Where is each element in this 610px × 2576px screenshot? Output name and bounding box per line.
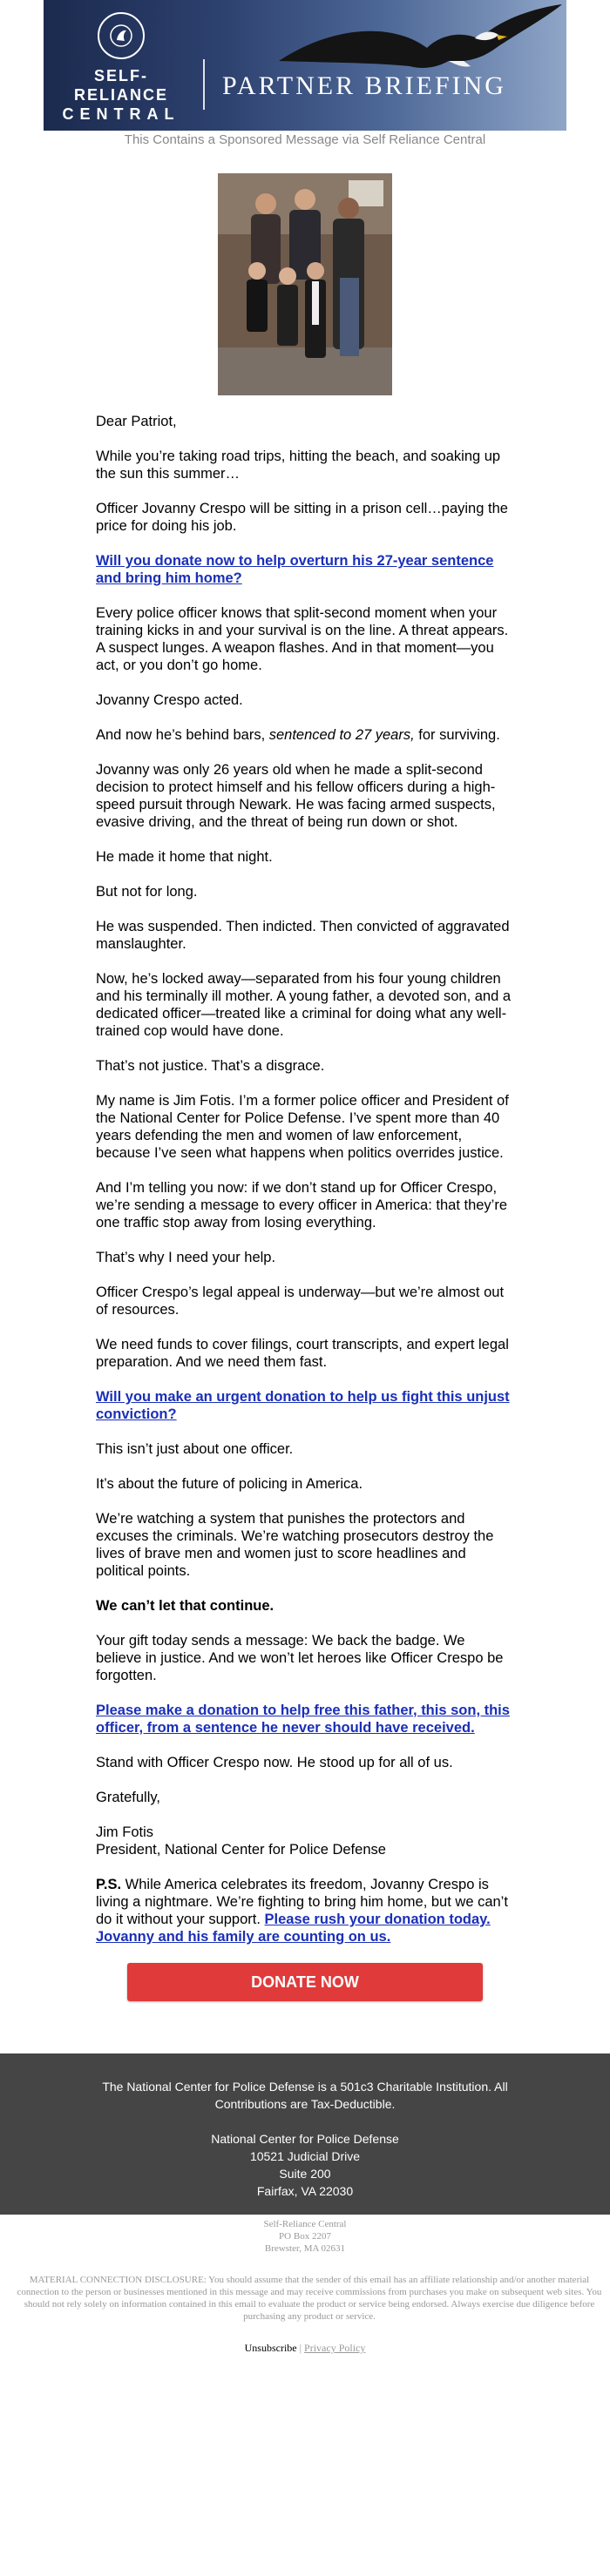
paragraph <box>96 1702 514 1736</box>
banner-divider <box>203 59 205 110</box>
paragraph: This isn’t just about one officer. <box>96 1441 294 1457</box>
paragraph: Stand with Officer Crespo now. He stood up for all of us. <box>96 1755 453 1770</box>
link-separator: | <box>299 2342 302 2354</box>
donate-link-4[interactable]: Please rush your donation today. Jovanny and his family are counting on us. <box>96 1912 491 1945</box>
sender-address <box>9 2218 601 2255</box>
paragraph: Officer Jovanny Crespo will be sitting in a prison cell…paying the price for doing his job. <box>96 501 508 534</box>
paragraph: He made it home that night. <box>96 849 273 865</box>
signature <box>96 1824 514 1858</box>
paragraph: And I’m telling you now: if we don’t stand up for Officer Crespo, we’re sending a message to every officer in America: that they’re one traffic stop away from losing everything. <box>96 1180 508 1231</box>
footer-org: National Center for Police Defense <box>211 2132 399 2146</box>
paragraph: That’s not justice. That’s a disgrace. <box>96 1058 325 1074</box>
greeting: Dear Patriot, <box>96 414 177 429</box>
paragraph: It’s about the future of policing in America. <box>96 1476 363 1492</box>
paragraph-bold: We can’t let that continue. <box>96 1598 274 1614</box>
paragraph <box>96 552 514 587</box>
logo-line-2: CENTRAL <box>62 105 180 123</box>
privacy-policy-link[interactable]: Privacy Policy <box>304 2342 366 2354</box>
paragraph: Jovanny Crespo acted. <box>96 692 243 708</box>
sign-off: Gratefully, <box>96 1790 160 1805</box>
unsubscribe-link[interactable]: Unsubscribe <box>244 2342 297 2354</box>
sponsor-notice: This Contains a Sponsored Message via Self Reliance Central <box>124 132 486 147</box>
sender-city: Brewster, MA 02631 <box>264 2243 346 2254</box>
family-photo <box>218 173 392 395</box>
paragraph: Now, he’s locked away—separated from his four young children and his terminally ill mother. A young father, a devoted son, and a dedicated officer—treated like a criminal for doing what any well-trained cop would have done. <box>96 971 512 1039</box>
footer-street: 10521 Judicial Drive <box>249 2149 361 2163</box>
donate-now-button[interactable]: DONATE NOW <box>127 1963 483 2001</box>
text-span: for surviving. <box>414 727 500 743</box>
paragraph: Your gift today sends a message: We back the badge. We believe in justice. And we won’t let heroes like Officer Crespo be forgotten. <box>96 1633 504 1683</box>
paragraph: My name is Jim Fotis. I’m a former police officer and President of the National Center for Police Defense. I’ve spent more than 40 years defending the men and women of law enforcement, because I’ve seen what happens when politics overrides justice. <box>96 1093 509 1161</box>
paragraph <box>96 726 514 744</box>
sender-org: Self-Reliance Central <box>263 2219 347 2229</box>
paragraph <box>96 1388 514 1423</box>
paragraph: While you’re taking road trips, hitting the beach, and soaking up the sun this summer… <box>96 448 501 482</box>
letter-body <box>96 413 514 1945</box>
paragraph: Jovanny was only 26 years old when he made a split-second decision to protect himself and his fellow officers during a high-speed pursuit through Newark. He was facing armed suspects, evasive driving, and the threat of being run down or shot. <box>96 762 496 830</box>
signature-name: Jim Fotis <box>96 1824 153 1840</box>
donate-link-1[interactable]: Will you donate now to help overturn his 27-year sentence and bring him home? <box>96 553 494 586</box>
logo-line-1: SELF-RELIANCE <box>73 67 168 104</box>
postscript <box>96 1876 514 1945</box>
footer-city: Fairfax, VA 22030 <box>256 2184 354 2198</box>
sender-po: PO Box 2207 <box>279 2231 331 2242</box>
self-reliance-logo <box>56 66 186 124</box>
paragraph: Officer Crespo’s legal appeal is underway—but we’re almost out of resources. <box>96 1285 505 1318</box>
donate-link-3[interactable]: Please make a donation to help free this father, this son, this officer, from a sentence he never should have received. <box>96 1703 510 1736</box>
footer-suite: Suite 200 <box>279 2167 331 2181</box>
banner-title: PARTNER BRIEFING <box>222 71 506 100</box>
footer-links <box>9 2342 601 2363</box>
paragraph: We need funds to cover filings, court transcripts, and expert legal preparation. And we need them fast. <box>96 1337 509 1370</box>
material-disclosure: MATERIAL CONNECTION DISCLOSURE: You should assume that the sender of this email has an affiliate relationship and/or another material connection to the person or businesses mentioned in this message and may receive commissions from purchases you make on subsequent web sites. You should not rely solely on information contained in this email to evaluate the product or service being endorsed. Always exercise due diligence before purchasing any product or service. <box>17 2275 602 2322</box>
paragraph: He was suspended. Then indicted. Then convicted of aggravated manslaughter. <box>96 919 510 952</box>
paragraph: That’s why I need your help. <box>96 1250 276 1265</box>
text-span: And now he’s behind bars, <box>96 727 269 743</box>
sender-footer <box>0 2215 610 2363</box>
tax-notice: The National Center for Police Defense is a 501c3 Charitable Institution. All Contributions are Tax-Deductible. <box>102 2080 508 2111</box>
signature-title: President, National Center for Police Defense <box>96 1842 386 1858</box>
ps-label: P.S. <box>96 1877 122 1892</box>
paragraph: But not for long. <box>96 884 198 900</box>
donate-link-2[interactable]: Will you make an urgent donation to help us fight this unjust conviction? <box>96 1389 510 1422</box>
donate-button-wrap <box>96 1963 514 2053</box>
seal-icon <box>98 12 145 59</box>
organization-footer <box>0 2053 610 2215</box>
paragraph: We’re watching a system that punishes the protectors and excuses the criminals. We’re watching prosecutors destroy the lives of brave men and women just to score headlines and political points. <box>96 1511 494 1579</box>
ps-text: While America celebrates its freedom, Jovanny Crespo is living a nightmare. We’re fighting to bring him home, but we can’t do it without your support. <box>96 1877 508 1927</box>
partner-briefing-banner <box>44 0 566 131</box>
emphasis-span: sentenced to 27 years, <box>268 727 415 743</box>
paragraph: Every police officer knows that split-second moment when your training kicks in and your survival is on the line. A threat appears. A suspect lunges. A weapon flashes. And in that moment—you act, or you don’t go home. <box>96 605 509 673</box>
